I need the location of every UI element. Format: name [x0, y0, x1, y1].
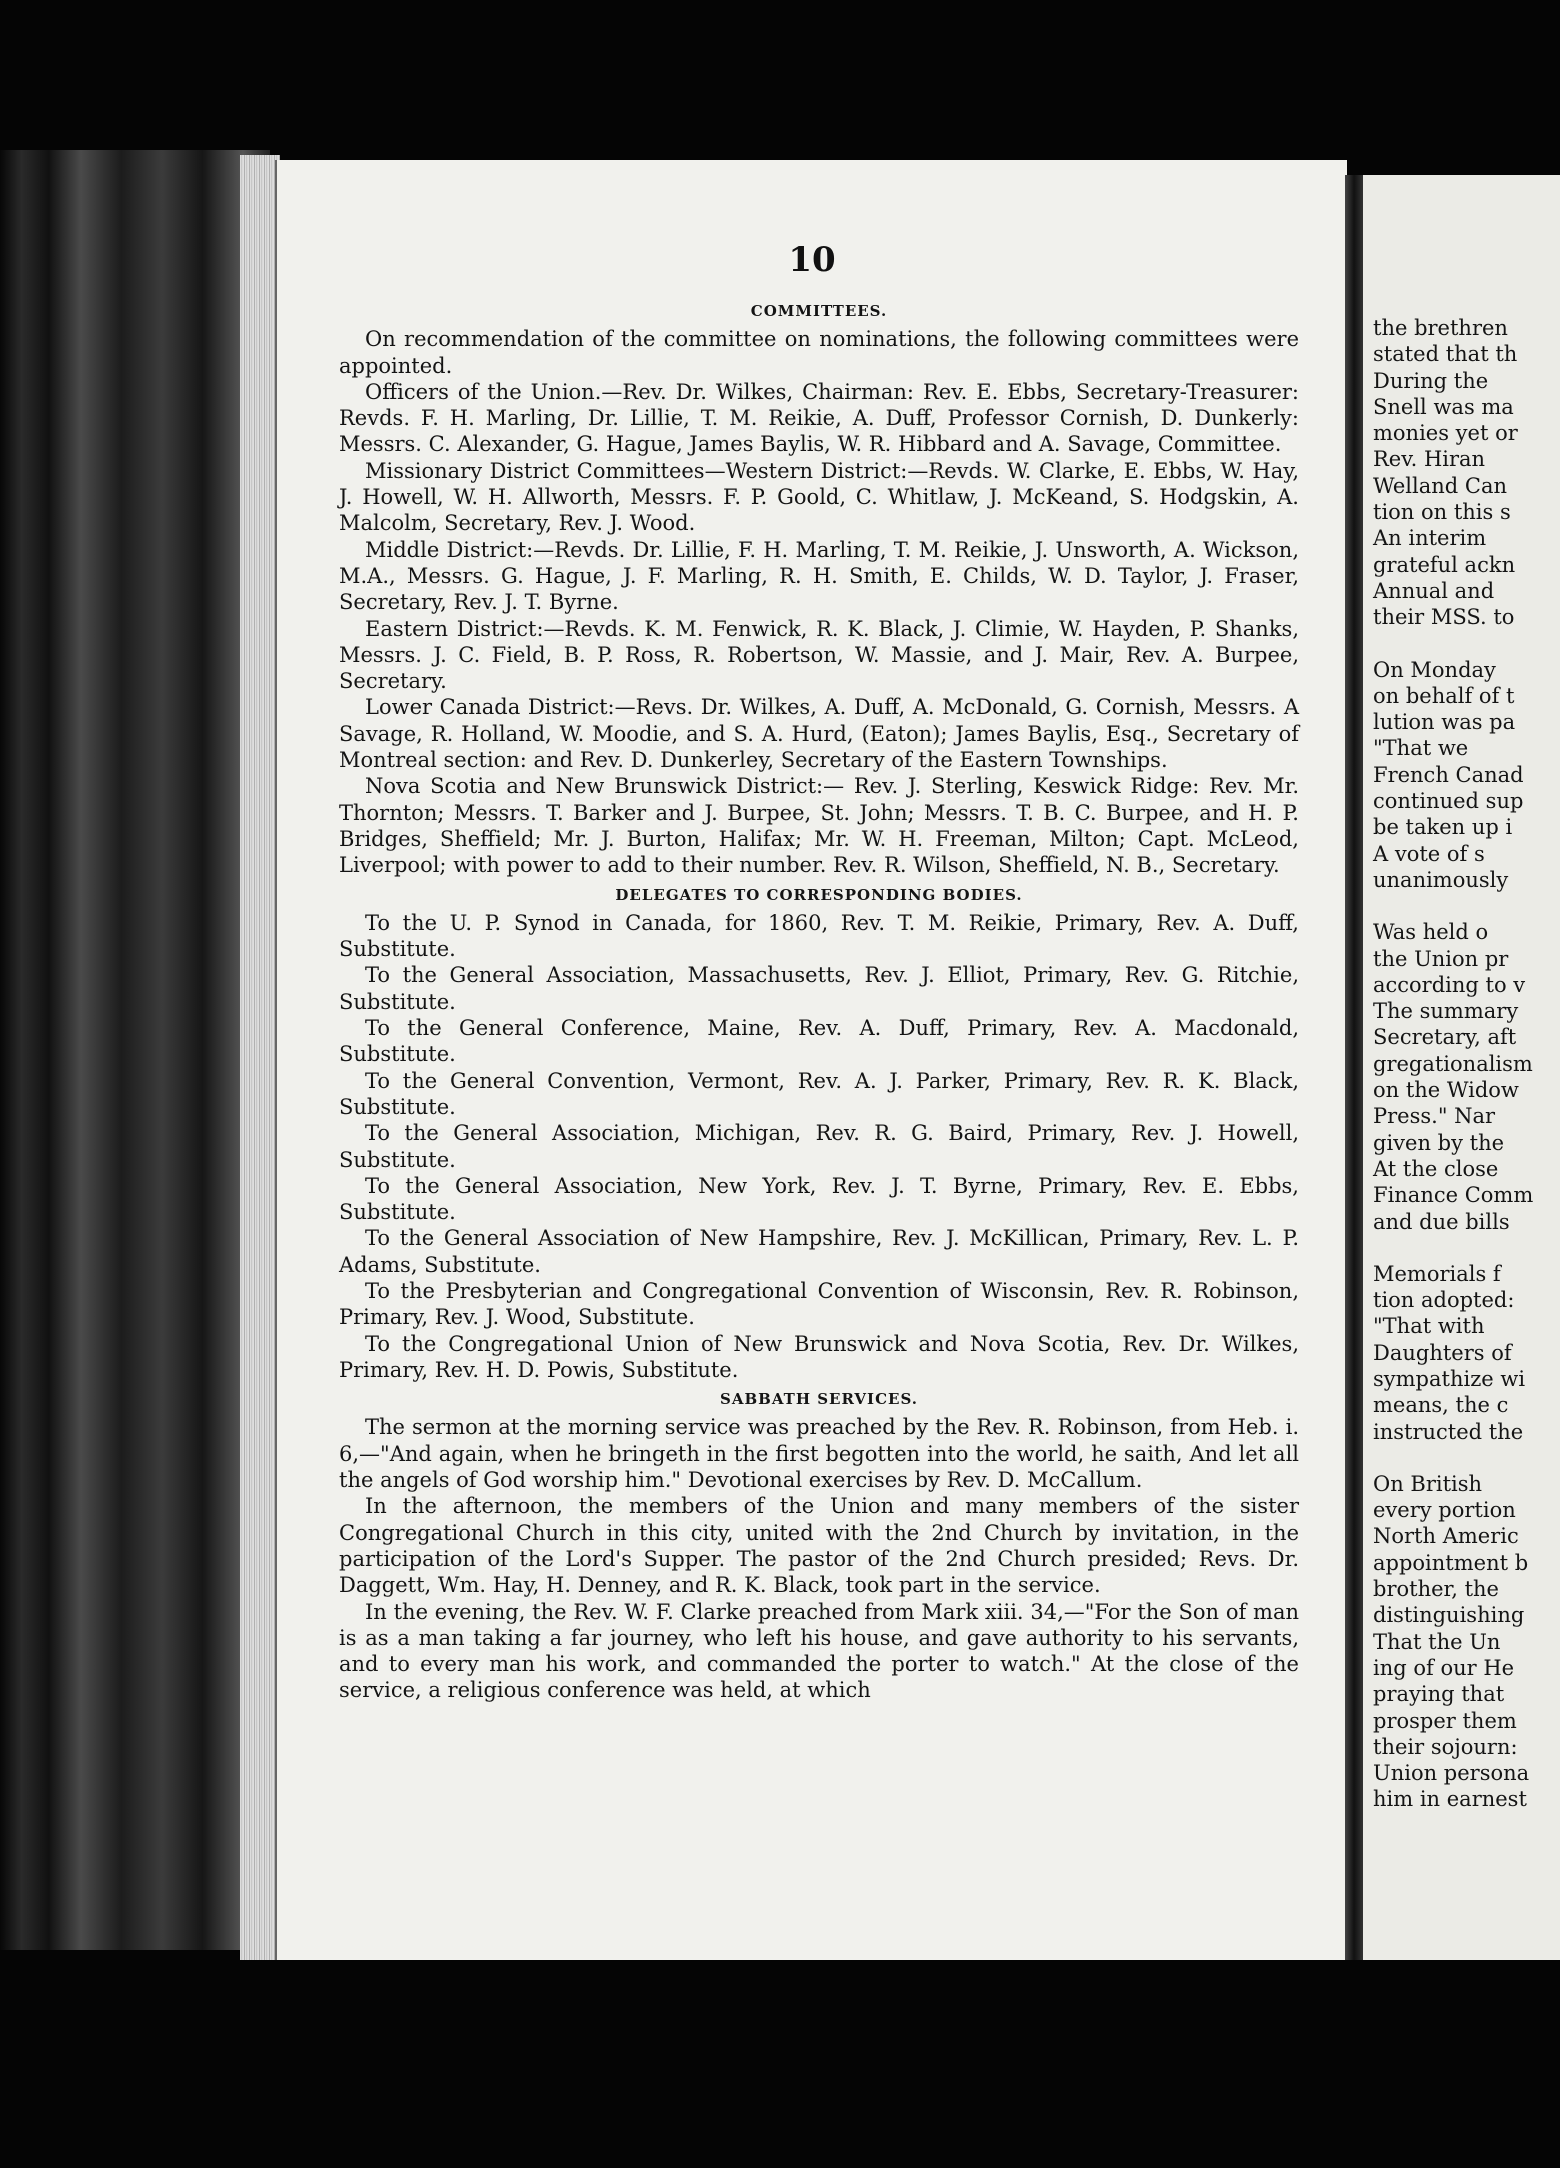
facing-page-line: On British	[1373, 1471, 1483, 1496]
sabbath-paragraph: In the evening, the Rev. W. F. Clarke preached from Mark xiii. 34,—"For the Son of man is as a man taking a far journey, who left his house, and gave authority to his servants, and to every man his work, and commanded the porter to watch." At the close of the service, a religious conference was held, at which	[339, 1599, 1299, 1703]
facing-page-line: prosper them	[1373, 1708, 1517, 1733]
facing-page-line: and due bills	[1373, 1209, 1510, 1234]
facing-page-line: their sojourn:	[1373, 1734, 1518, 1759]
delegates-paragraph: To the General Association, Michigan, Rev. R. G. Baird, Primary, Rev. J. Howell, Substitute.	[339, 1121, 1299, 1172]
facing-page-line: means, the c	[1373, 1393, 1509, 1418]
sabbath-paragraph: In the afternoon, the members of the Union and many members of the sister Congregational Church in this city, united with the 2nd Church by invitation, in the participation of the Lord's Supper. The pastor of the 2nd Church presided; Revs. Dr. Daggett, Wm. Hay, H. Denney, and R. K. Black, took part in the service.	[339, 1494, 1299, 1598]
facing-page-line: North Americ	[1373, 1524, 1519, 1549]
delegates-paragraph: To the General Association of New Hampshire, Rev. J. McKillican, Primary, Rev. L. P. Adams, Substitute.	[339, 1226, 1299, 1277]
book-gutter	[1345, 175, 1363, 1960]
facing-page-line: A vote of s	[1373, 841, 1485, 866]
facing-page-line: praying that	[1373, 1682, 1505, 1707]
facing-page-line	[1373, 631, 1560, 657]
facing-page-line: Secretary, aft	[1373, 1025, 1517, 1050]
facing-page-line: Snell was ma	[1373, 394, 1514, 419]
facing-page-line: tion adopted:	[1373, 1288, 1515, 1313]
facing-page-line: continued sup	[1373, 789, 1524, 814]
facing-page-line: stated that th	[1373, 342, 1518, 367]
facing-page-line: brother, the	[1373, 1577, 1499, 1602]
facing-page-line: The summary	[1373, 999, 1519, 1024]
facing-page-line	[1373, 1445, 1560, 1471]
facing-page-line: sympathize wi	[1373, 1366, 1526, 1391]
delegates-paragraph: To the Congregational Union of New Brunswick and Nova Scotia, Rev. Dr. Wilkes, Primary, Rev. H. D. Powis, Substitute.	[339, 1331, 1299, 1382]
facing-page-line: On Monday	[1373, 657, 1496, 682]
facing-page-line: Rev. Hiran	[1373, 447, 1486, 472]
facing-page-line: be taken up i	[1373, 815, 1513, 840]
delegates-paragraph: To the U. P. Synod in Canada, for 1860, Rev. T. M. Reikie, Primary, Rev. A. Duff, Substitute.	[339, 910, 1299, 962]
facing-page-line: At the close	[1373, 1156, 1499, 1181]
delegates-paragraph: To the General Conference, Maine, Rev. A. Duff, Primary, Rev. A. Macdonald, Substitute.	[339, 1016, 1299, 1067]
facing-page-text	[1373, 315, 1560, 1813]
facing-page-line: their MSS. to	[1373, 605, 1515, 630]
facing-page-line: Annual and	[1373, 578, 1495, 603]
committees-paragraph: Officers of the Union.—Rev. Dr. Wilkes, Chairman: Rev. E. Ebbs, Secretary-Treasurer: Revds. F. H. Marling, Dr. Lillie, T. M. Reikie, A. Duff, Professor Cornish, D. Dunkerly: Messrs. C. Alexander, G. Hague, James Baylis, W. R. Hibbard and A. Savage, Committee.	[339, 379, 1299, 457]
facing-page-line: Press." Nar	[1373, 1104, 1496, 1129]
facing-page-line: according to v	[1373, 972, 1526, 997]
facing-page-line: unanimously	[1373, 867, 1509, 892]
facing-page-line: given by the	[1373, 1130, 1505, 1155]
facing-page-line	[1373, 893, 1560, 919]
facing-page-line: Finance Comm	[1373, 1183, 1534, 1208]
facing-page-line: appointment b	[1373, 1550, 1529, 1575]
committees-heading: COMMITTEES.	[750, 302, 888, 320]
committees-paragraph: Missionary District Committees—Western District:—Revds. W. Clarke, E. Ebbs, W. Hay, J. Howell, W. H. Allworth, Messrs. F. P. Goold, C. Whitlaw, J. McKeand, S. Hodgskin, A. Malcolm, Secretary, Rev. J. Wood.	[339, 458, 1299, 536]
facing-page-line: Daughters of	[1373, 1340, 1512, 1365]
facing-page-line: During the	[1373, 368, 1489, 393]
facing-page-line: on the Widow	[1373, 1078, 1519, 1103]
facing-page-line: distinguishing	[1373, 1603, 1525, 1628]
main-text-column	[339, 295, 1299, 1704]
facing-page-line: the brethren	[1373, 316, 1508, 340]
committees-paragraph: Lower Canada District:—Revs. Dr. Wilkes, A. Duff, A. McDonald, G. Cornish, Messrs. A Savage, R. Holland, W. Moodie, and S. A. Hurd, (Eaton); James Baylis, Esq., Secretary of Montreal section: and Rev. D. Dunkerley, Secretary of the Eastern Townships.	[339, 695, 1299, 773]
facing-page-line: French Canad	[1373, 762, 1524, 787]
facing-page	[1363, 175, 1560, 1960]
facing-page-line: Memorials f	[1373, 1261, 1501, 1286]
sabbath-heading: SABBATH SERVICES.	[720, 1390, 918, 1409]
committees-paragraph: On recommendation of the committee on nominations, the following committees were appointed.	[339, 327, 1299, 378]
facing-page-line: That the Un	[1373, 1629, 1501, 1654]
facing-page-line: An interim	[1373, 526, 1487, 551]
delegates-paragraph: To the General Association, New York, Rev. J. T. Byrne, Primary, Rev. E. Ebbs, Substitute.	[339, 1173, 1299, 1225]
book-page	[275, 160, 1347, 1960]
delegates-paragraph: To the General Convention, Vermont, Rev. A. J. Parker, Primary, Rev. R. K. Black, Substitute.	[339, 1068, 1299, 1119]
committees-paragraph: Middle District:—Revds. Dr. Lillie, F. H. Marling, T. M. Reikie, J. Unsworth, A. Wickson, M.A., Messrs. G. Hague, J. F. Marling, R. H. Smith, E. Childs, W. D. Taylor, J. Fraser, Secretary, Rev. J. T. Byrne.	[339, 537, 1299, 615]
book-spine	[0, 150, 270, 1950]
page-number: 10	[788, 240, 836, 280]
facing-page-line: ing of our He	[1373, 1655, 1515, 1680]
facing-page-line: the Union pr	[1373, 946, 1509, 971]
facing-page-line: Union persona	[1373, 1761, 1530, 1786]
facing-page-line: lution was pa	[1373, 710, 1516, 735]
delegates-paragraph: To the Presbyterian and Congregational Convention of Wisconsin, Rev. R. Robinson, Primary, Rev. J. Wood, Substitute.	[339, 1278, 1299, 1330]
facing-page-line: tion on this s	[1373, 500, 1511, 525]
facing-page-line: on behalf of t	[1373, 683, 1515, 708]
committees-paragraph: Nova Scotia and New Brunswick District:— Rev. J. Sterling, Keswick Ridge: Rev. Mr. Thornton; Messrs. T. Barker and J. Burpee, St. John; Messrs. T. B. C. Burpee, and H. P. Bridges, Sheffield; Mr. J. Burton, Halifax; Mr. W. H. Freeman, Milton; Capt. McLeod, Liverpool; with power to add to their number. Rev. R. Wilson, Sheffield, N. B., Secretary.	[339, 774, 1299, 878]
page-edges	[240, 155, 280, 1960]
committees-paragraph: Eastern District:—Revds. K. M. Fenwick, R. K. Black, J. Climie, W. Hayden, P. Shanks, Messrs. J. C. Field, B. P. Ross, R. Robertson, W. Massie, and J. Mair, Rev. A. Burpee, Secretary.	[339, 616, 1299, 694]
facing-page-line: Welland Can	[1373, 473, 1508, 498]
facing-page-line	[1373, 1235, 1560, 1261]
facing-page-line: gregationalism	[1373, 1051, 1533, 1076]
facing-page-line: instructed the	[1373, 1419, 1524, 1444]
facing-page-line: Was held o	[1373, 920, 1489, 945]
facing-page-line: monies yet or	[1373, 421, 1518, 446]
facing-page-line: grateful ackn	[1373, 552, 1516, 577]
facing-page-line: "That we	[1373, 736, 1469, 761]
delegates-paragraph: To the General Association, Massachusetts, Rev. J. Elliot, Primary, Rev. G. Ritchie, Substitute.	[339, 963, 1299, 1014]
delegates-heading: DELEGATES TO CORRESPONDING BODIES.	[615, 885, 1023, 904]
facing-page-line: him in earnest	[1373, 1787, 1527, 1812]
facing-page-line: every portion	[1373, 1498, 1516, 1523]
sabbath-paragraph: The sermon at the morning service was preached by the Rev. R. Robinson, from Heb. i. 6,—"And again, when he bringeth in the first begotten into the world, he saith, And let all the angels of God worship him." Devotional exercises by Rev. D. McCallum.	[339, 1415, 1299, 1493]
facing-page-line: "That with	[1373, 1314, 1485, 1339]
